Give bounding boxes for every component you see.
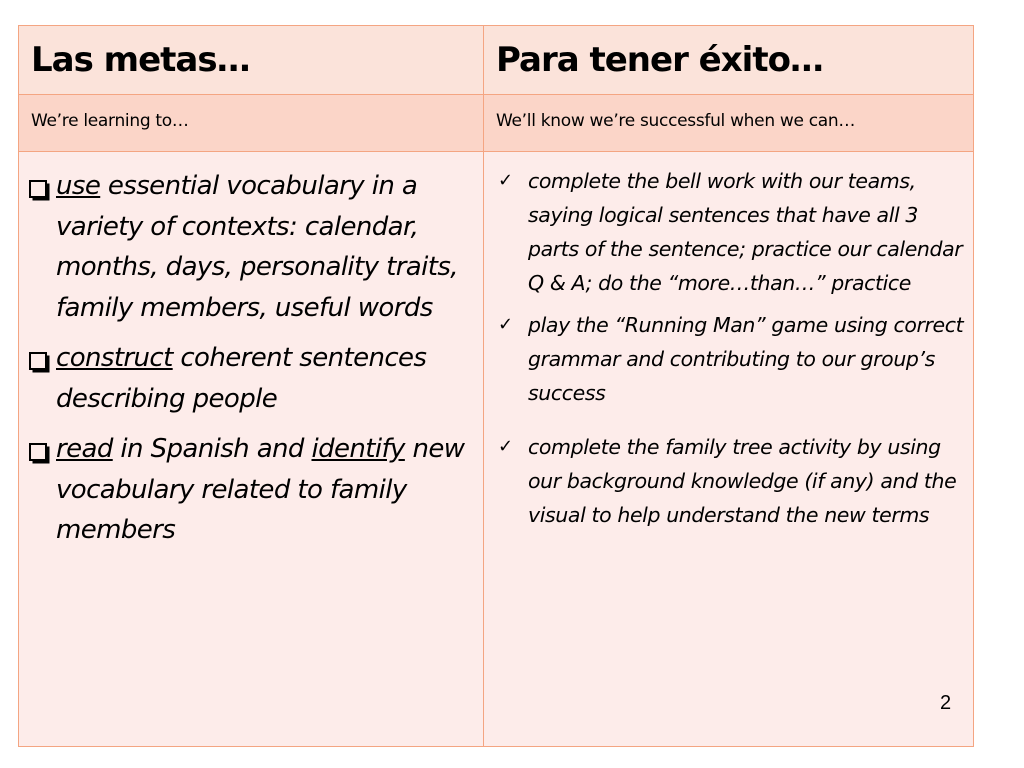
goals-list (19, 152, 483, 551)
left-subheader-cell (19, 95, 484, 152)
criteria-list (484, 152, 973, 532)
goal-item (27, 429, 475, 551)
right-subheader: We’ll know we’re successful when we can… (496, 111, 856, 131)
criteria-cell (484, 152, 974, 747)
checkbox-icon (29, 352, 47, 370)
header-row (19, 26, 974, 95)
subheader-row (19, 95, 974, 152)
goal-rest: essential vocabulary in a variety of contexts: calendar, months, days, personality traits, family members, useful words (56, 171, 458, 323)
criteria-item (496, 308, 965, 410)
criteria-item (496, 164, 965, 300)
checkmark-icon: ✓ (498, 314, 513, 335)
left-header-cell (19, 26, 484, 95)
checkbox-icon (29, 443, 47, 461)
right-subheader-cell (484, 95, 974, 152)
checkmark-icon: ✓ (498, 170, 513, 191)
goal-item (27, 166, 475, 328)
goal-text (56, 429, 475, 551)
goal-rest: new vocabulary related to family members (56, 434, 465, 545)
checkmark-icon: ✓ (498, 436, 513, 457)
criteria-text: complete the family tree activity by using our background knowledge (if any) and the visual to help understand the new terms (528, 435, 957, 527)
goal-keyword: read (56, 434, 113, 464)
goal-text (56, 166, 475, 328)
goal-rest: in Spanish and (112, 434, 312, 464)
goal-keyword: use (56, 171, 101, 201)
goals-cell (19, 152, 484, 747)
goal-item (27, 338, 475, 419)
goal-keyword: construct (56, 343, 173, 373)
right-title: Para tener éxito… (496, 40, 823, 80)
goals-table (18, 25, 974, 747)
criteria-item (496, 430, 965, 532)
page-number: 2 (940, 692, 952, 714)
criteria-text: complete the bell work with our teams, saying logical sentences that have all 3 parts of the sentence; practice our calendar Q & A; do the “more…than…” practice (528, 169, 963, 295)
goal-rest: coherent sentences describing people (56, 343, 427, 414)
right-header-cell (484, 26, 974, 95)
goal-keyword: identify (311, 434, 405, 464)
body-row (19, 152, 974, 747)
checkbox-icon (29, 180, 47, 198)
left-title: Las metas… (31, 40, 250, 80)
goal-text (56, 338, 475, 419)
left-subheader: We’re learning to… (31, 111, 189, 131)
criteria-text: play the “Running Man” game using correct grammar and contributing to our group’s success (528, 313, 964, 405)
